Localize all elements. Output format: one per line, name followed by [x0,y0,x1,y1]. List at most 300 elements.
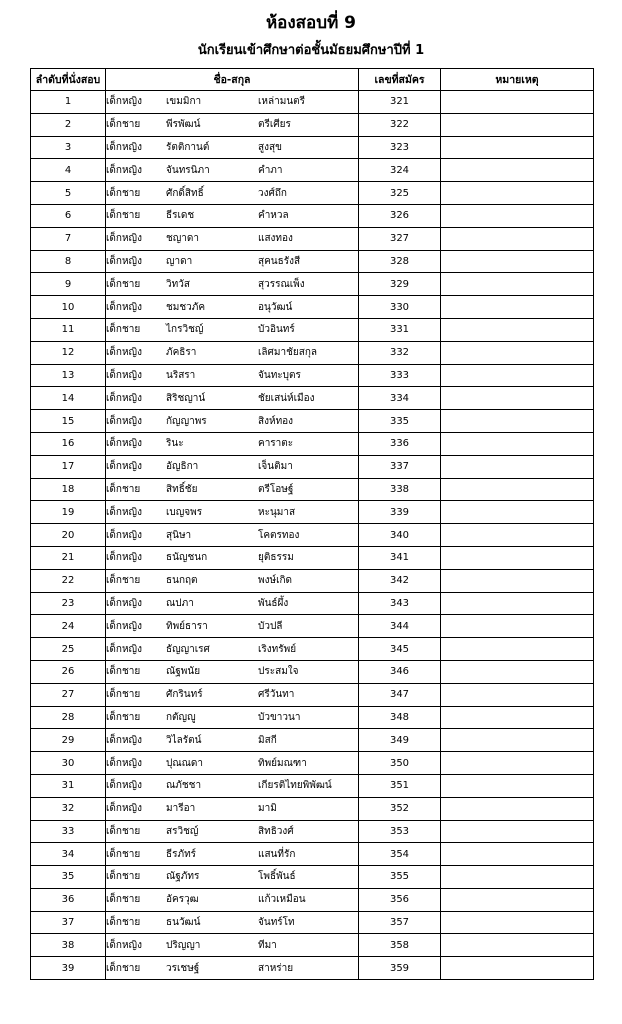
student-last-name: วงศ์ถึก [258,187,287,199]
student-name-cell [106,615,359,638]
registration-number-cell: 333 [359,364,441,387]
registration-number-cell: 331 [359,318,441,341]
registration-number-cell: 350 [359,752,441,775]
table-row [31,866,594,889]
table-row [31,934,594,957]
student-first-name: ณัฐพนัย [166,666,201,678]
student-prefix-name: เด็กหญิง [106,939,142,951]
registration-number-cell: 334 [359,387,441,410]
table-row [31,820,594,843]
column-header-note: หมายเหตุ [441,69,594,91]
registration-number-cell: 346 [359,660,441,683]
student-first-name: อัครวุฒ [166,894,199,906]
registration-number-cell: 332 [359,341,441,364]
student-name-cell [106,364,359,387]
note-cell [441,273,594,296]
student-last-name: แก้วเหมือน [258,894,306,906]
registration-number-cell: 324 [359,159,441,182]
seat-number-cell: 25 [31,638,106,661]
table-row [31,364,594,387]
column-header-name: ชื่อ-สกุล [106,69,359,91]
student-last-name: สาหร่าย [258,962,294,974]
student-prefix-name: เด็กชาย [106,848,141,860]
seat-number-cell: 28 [31,706,106,729]
table-body [31,91,594,980]
note-cell [441,615,594,638]
student-prefix-name: เด็กชาย [106,210,141,222]
seat-number-cell: 11 [31,318,106,341]
registration-number-cell: 355 [359,866,441,889]
seat-number-cell: 30 [31,752,106,775]
seat-number-cell: 9 [31,273,106,296]
note-cell [441,592,594,615]
seating-table [30,68,594,980]
seat-number-cell: 17 [31,455,106,478]
student-first-name: ศักรินทร์ [166,689,203,701]
student-last-name: เริงทรัพย์ [258,643,297,655]
registration-number-cell: 354 [359,843,441,866]
student-last-name: สุคนธรังสี [258,255,301,267]
student-first-name: ศักดิ์สิทธิ์ [166,187,204,199]
registration-number-cell: 357 [359,911,441,934]
student-prefix-name: เด็กหญิง [106,233,142,245]
table-row [31,478,594,501]
registration-number-cell: 341 [359,546,441,569]
registration-number-cell: 351 [359,774,441,797]
student-prefix-name: เด็กหญิง [106,164,142,176]
student-name-cell [106,706,359,729]
student-name-cell [106,524,359,547]
student-prefix-name: เด็กชาย [106,324,141,336]
student-prefix-name: เด็กชาย [106,575,141,587]
seat-number-cell: 10 [31,296,106,319]
student-last-name: บัวอินทร์ [258,324,295,336]
student-first-name: มารีอา [166,803,196,815]
student-prefix-name: เด็กหญิง [106,392,142,404]
student-name-cell [106,866,359,889]
registration-number-cell: 349 [359,729,441,752]
student-prefix-name: เด็กหญิง [106,597,142,609]
table-row [31,911,594,934]
student-prefix-name: เด็กชาย [106,871,141,883]
table-row [31,227,594,250]
seat-number-cell: 22 [31,569,106,592]
student-name-cell [106,592,359,615]
registration-number-cell: 343 [359,592,441,615]
registration-number-cell: 323 [359,136,441,159]
note-cell [441,683,594,706]
student-name-cell [106,638,359,661]
student-last-name: สิทธิวงศ์ [258,825,294,837]
table-row [31,204,594,227]
note-cell [441,159,594,182]
table-row [31,455,594,478]
note-cell [441,250,594,273]
student-first-name: ณปภา [166,597,194,609]
student-name-cell [106,136,359,159]
seat-number-cell: 23 [31,592,106,615]
student-first-name: ธนัญชนก [166,552,208,564]
student-prefix-name: เด็กชาย [106,894,141,906]
seat-number-cell: 18 [31,478,106,501]
student-prefix-name: เด็กหญิง [106,438,142,450]
student-prefix-name: เด็กหญิง [106,301,142,313]
note-cell [441,820,594,843]
seat-number-cell: 36 [31,888,106,911]
student-first-name: จันทรนิภา [166,164,210,176]
seat-number-cell: 12 [31,341,106,364]
table-row [31,250,594,273]
table-row [31,729,594,752]
student-last-name: ตรีโอษฐ์ [258,483,294,495]
note-cell [441,227,594,250]
seat-number-cell: 3 [31,136,106,159]
note-cell [441,318,594,341]
student-prefix-name: เด็กชาย [106,483,141,495]
table-row [31,136,594,159]
note-cell [441,911,594,934]
note-cell [441,706,594,729]
seat-number-cell: 4 [31,159,106,182]
student-prefix-name: เด็กชาย [106,119,141,131]
table-row [31,524,594,547]
seat-number-cell: 16 [31,432,106,455]
table-row [31,432,594,455]
seat-number-cell: 19 [31,501,106,524]
note-cell [441,888,594,911]
student-last-name: หะนุมาส [258,506,296,518]
student-name-cell [106,934,359,957]
table-row [31,501,594,524]
student-last-name: ทิพย์มณฑา [258,757,307,769]
registration-number-cell: 339 [359,501,441,524]
registration-number-cell: 345 [359,638,441,661]
student-first-name: วรเชษฐ์ [166,962,200,974]
table-row [31,318,594,341]
student-last-name: จันทะบุตร [258,369,301,381]
student-prefix-name: เด็กหญิง [106,643,142,655]
seat-number-cell: 38 [31,934,106,957]
table-row [31,843,594,866]
seat-number-cell: 27 [31,683,106,706]
note-cell [441,478,594,501]
student-last-name: คำหวล [258,210,289,222]
student-prefix-name: เด็กหญิง [106,552,142,564]
table-row [31,91,594,114]
seat-number-cell: 14 [31,387,106,410]
student-last-name: ชัยเสน่ห์เมือง [258,392,315,404]
table-row [31,546,594,569]
note-cell [441,296,594,319]
student-first-name: ธนวัฒน์ [166,917,201,929]
student-name-cell [106,159,359,182]
student-first-name: ธนกฤต [166,575,198,587]
note-cell [441,410,594,433]
student-name-cell [106,478,359,501]
student-prefix-name: เด็กชาย [106,187,141,199]
table-row [31,797,594,820]
note-cell [441,455,594,478]
seat-number-cell: 20 [31,524,106,547]
student-last-name: โพธิ์พันธ์ [258,871,296,883]
student-first-name: วิไลรัตน์ [166,734,202,746]
student-last-name: บัวขาวนา [258,711,301,723]
student-first-name: เขมมิกา [166,96,202,108]
registration-number-cell: 358 [359,934,441,957]
student-first-name: ทิพย์ธารา [166,620,208,632]
student-first-name: ธีรเดช [166,210,195,222]
seat-number-cell: 8 [31,250,106,273]
note-cell [441,113,594,136]
note-cell [441,387,594,410]
student-last-name: บัวปลี [258,620,283,632]
student-first-name: ปุณณดา [166,757,204,769]
seat-number-cell: 6 [31,204,106,227]
student-prefix-name: เด็กหญิง [106,369,142,381]
student-first-name: รัตติกานต์ [166,141,210,153]
registration-number-cell: 337 [359,455,441,478]
table-row [31,296,594,319]
registration-number-cell: 348 [359,706,441,729]
note-cell [441,524,594,547]
seat-number-cell: 2 [31,113,106,136]
seat-number-cell: 7 [31,227,106,250]
registration-number-cell: 326 [359,204,441,227]
table-row [31,888,594,911]
student-first-name: สุนิษา [166,529,192,541]
student-prefix-name: เด็กชาย [106,278,141,290]
note-cell [441,204,594,227]
student-last-name: พันธ์ผึ้ง [258,597,289,609]
student-last-name: เลิศมาชัยสกุล [258,347,318,359]
note-cell [441,797,594,820]
note-cell [441,501,594,524]
student-last-name: มามิ [258,803,277,815]
table-row [31,706,594,729]
seat-number-cell: 37 [31,911,106,934]
student-name-cell [106,569,359,592]
student-name-cell [106,91,359,114]
seat-number-cell: 35 [31,866,106,889]
student-prefix-name: เด็กหญิง [106,415,142,427]
seat-number-cell: 1 [31,91,106,114]
note-cell [441,843,594,866]
seat-number-cell: 34 [31,843,106,866]
note-cell [441,341,594,364]
note-cell [441,660,594,683]
table-row [31,113,594,136]
student-prefix-name: เด็กชาย [106,917,141,929]
student-prefix-name: เด็กหญิง [106,803,142,815]
seat-number-cell: 29 [31,729,106,752]
student-name-cell [106,387,359,410]
registration-number-cell: 321 [359,91,441,114]
student-name-cell [106,843,359,866]
student-last-name: ตรีเศียร [258,119,291,131]
student-last-name: สุวรรณเพ็ง [258,278,305,290]
note-cell [441,364,594,387]
student-prefix-name: เด็กหญิง [106,506,142,518]
student-name-cell [106,182,359,205]
student-prefix-name: เด็กชาย [106,825,141,837]
student-prefix-name: เด็กหญิง [106,96,142,108]
student-last-name: ศรีวันทา [258,689,295,701]
student-first-name: กัญญาพร [166,415,207,427]
student-first-name: ชญาดา [166,233,200,245]
table-row [31,752,594,775]
student-name-cell [106,820,359,843]
note-cell [441,957,594,980]
student-name-cell [106,273,359,296]
student-prefix-name: เด็กหญิง [106,461,142,473]
table-row [31,410,594,433]
student-prefix-name: เด็กหญิง [106,347,142,359]
column-header-registration: เลขที่สมัคร [359,69,441,91]
student-prefix-name: เด็กหญิง [106,255,142,267]
student-last-name: ทีมา [258,939,277,951]
note-cell [441,934,594,957]
registration-number-cell: 356 [359,888,441,911]
student-name-cell [106,341,359,364]
note-cell [441,729,594,752]
student-prefix-name: เด็กชาย [106,689,141,701]
seat-number-cell: 13 [31,364,106,387]
student-first-name: ณัฐภัทร [166,871,200,883]
registration-number-cell: 327 [359,227,441,250]
student-first-name: ธัญญาเรศ [166,643,210,655]
table-row [31,774,594,797]
column-header-seat: ลำดับที่นั่งสอบ [31,69,106,91]
page-title: ห้องสอบที่ 9 [265,13,357,33]
table-row [31,615,594,638]
student-first-name: นริสรา [166,369,196,381]
seat-number-cell: 33 [31,820,106,843]
student-last-name: สูงสุข [258,141,282,153]
seat-number-cell: 32 [31,797,106,820]
note-cell [441,91,594,114]
student-last-name: คำภา [258,164,283,176]
student-last-name: อนุวัฒน์ [258,301,293,313]
seat-number-cell: 31 [31,774,106,797]
student-last-name: เจ็นติมา [258,461,293,473]
student-name-cell [106,410,359,433]
student-last-name: มิสกี [258,734,277,746]
table-row [31,957,594,980]
student-name-cell [106,250,359,273]
student-prefix-name: เด็กหญิง [106,529,142,541]
note-cell [441,182,594,205]
registration-number-cell: 359 [359,957,441,980]
registration-number-cell: 325 [359,182,441,205]
table-row [31,387,594,410]
student-name-cell [106,455,359,478]
student-last-name: คาราตะ [258,438,294,450]
registration-number-cell: 322 [359,113,441,136]
student-first-name: สรวิชญ์ [166,825,199,837]
table-row [31,341,594,364]
student-name-cell [106,318,359,341]
note-cell [441,638,594,661]
registration-number-cell: 328 [359,250,441,273]
student-last-name: เกียรติไทยพิพัฒน์ [258,780,332,792]
student-last-name: พงษ์เกิด [258,575,293,587]
student-prefix-name: เด็กหญิง [106,141,142,153]
student-prefix-name: เด็กชาย [106,666,141,678]
registration-number-cell: 336 [359,432,441,455]
student-name-cell [106,546,359,569]
registration-number-cell: 352 [359,797,441,820]
student-prefix-name: เด็กหญิง [106,757,142,769]
student-first-name: ธีรภัทร์ [166,848,197,860]
seat-number-cell: 24 [31,615,106,638]
student-prefix-name: เด็กชาย [106,711,141,723]
student-first-name: ณภัชชา [166,780,202,792]
student-first-name: พีรพัฒน์ [166,119,201,131]
registration-number-cell: 338 [359,478,441,501]
student-name-cell [106,296,359,319]
registration-number-cell: 330 [359,296,441,319]
student-first-name: อัญธิกา [166,461,199,473]
student-last-name: แสนที่รัก [258,848,296,860]
note-cell [441,136,594,159]
student-last-name: สิงห์ทอง [258,415,294,427]
student-first-name: ภัคธิรา [166,347,197,359]
student-prefix-name: เด็กหญิง [106,780,142,792]
table-row [31,182,594,205]
student-name-cell [106,752,359,775]
registration-number-cell: 347 [359,683,441,706]
note-cell [441,774,594,797]
note-cell [441,752,594,775]
student-first-name: รินะ [166,438,184,450]
student-prefix-name: เด็กชาย [106,962,141,974]
table-row [31,592,594,615]
registration-number-cell: 342 [359,569,441,592]
registration-number-cell: 353 [359,820,441,843]
student-first-name: ปริญญา [166,939,201,951]
registration-number-cell: 340 [359,524,441,547]
student-name-cell [106,432,359,455]
student-name-cell [106,797,359,820]
note-cell [441,432,594,455]
table-row [31,683,594,706]
student-last-name: ยุติธรรม [258,552,294,564]
student-first-name: ไกรวิชญ์ [166,324,204,336]
student-first-name: เบญจพร [166,506,203,518]
note-cell [441,546,594,569]
student-name-cell [106,660,359,683]
note-cell [441,866,594,889]
student-first-name: กตัญญู [166,711,196,723]
student-name-cell [106,204,359,227]
student-first-name: สิทธิ์ชัย [166,483,198,495]
registration-number-cell: 344 [359,615,441,638]
seat-number-cell: 39 [31,957,106,980]
student-prefix-name: เด็กหญิง [106,620,142,632]
student-last-name: ประสมใจ [258,666,299,678]
student-last-name: เหล่ามนตรี [258,96,306,108]
page-subtitle: นักเรียนเข้าศึกษาต่อชั้นมัธยมศึกษาปีที่ 1 [197,43,425,58]
student-name-cell [106,957,359,980]
student-last-name: จันทร์โท [258,917,295,929]
seat-number-cell: 15 [31,410,106,433]
student-name-cell [106,888,359,911]
student-first-name: ญาดา [166,255,193,267]
student-first-name: สิริชญาน์ [166,392,206,404]
student-last-name: แสงทอง [258,233,293,245]
seat-number-cell: 5 [31,182,106,205]
student-last-name: โคตรทอง [258,529,300,541]
